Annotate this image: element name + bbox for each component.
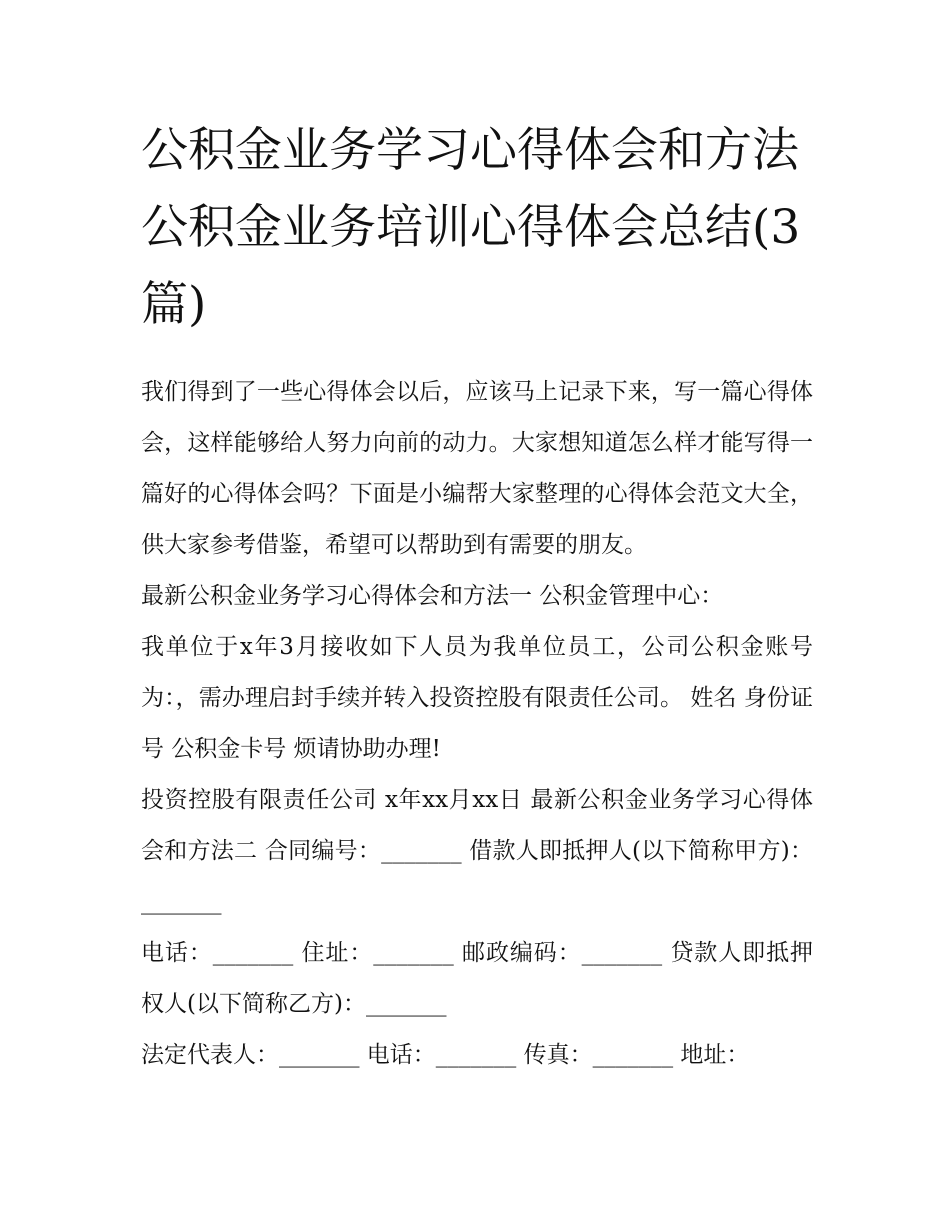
contract-header-paragraph: 投资控股有限责任公司 x年xx月xx日 最新公积金业务学习心得体会和方法二 合同编号：_______ 借款人即抵押人(以下简称甲方)：_______ [141, 787, 813, 915]
contact-info-paragraph: 电话：_______ 住址：_______ 邮政编码：_______ 贷款人即抵押权人(以下简称乙方)：_______ [141, 940, 813, 1017]
intro-paragraph: 我们得到了一些心得体会以后，应该马上记录下来，写一篇心得体会，这样能够给人努力向前的动力。大家想知道怎么样才能写得一篇好的心得体会吗？下面是小编帮大家整理的心得体会范文大全，供大家参考借鉴，希望可以帮助到有需要的朋友。 [141, 379, 813, 558]
section-one-heading: 最新公积金业务学习心得体会和方法一 公积金管理中心： [141, 583, 724, 609]
document-page [141, 112, 813, 1081]
legal-representative-paragraph: 法定代表人：_______ 电话：_______ 传真：_______ 地址： [141, 1042, 750, 1068]
document-body [141, 367, 813, 1081]
transfer-notice-paragraph: 我单位于x年3月接收如下人员为我单位员工，公司公积金账号为：，需办理启封手续并转入投资控股有限责任公司。 姓名 身份证号 公积金卡号 烦请协助办理! [141, 634, 813, 762]
document-title: 公积金业务学习心得体会和方法 公积金业务培训心得体会总结(3篇) [141, 123, 801, 332]
